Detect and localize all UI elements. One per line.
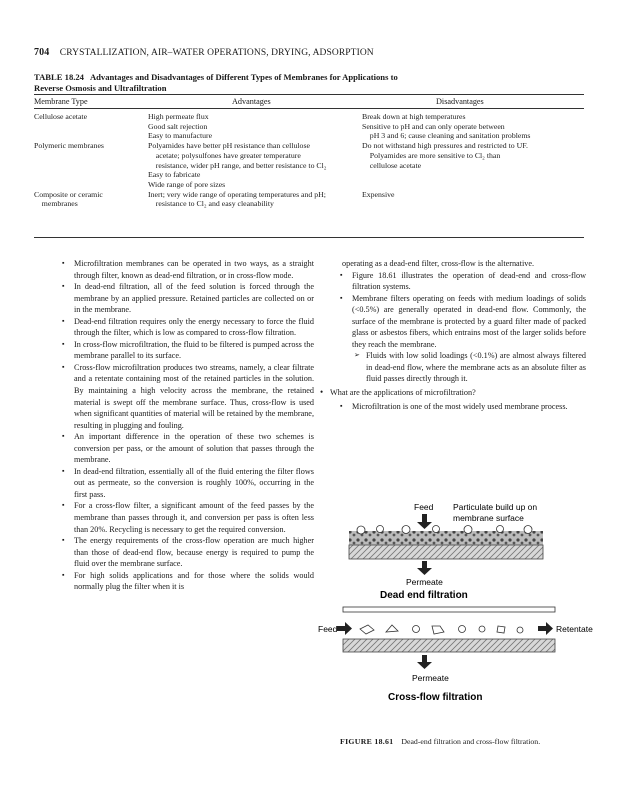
dead-end-diagram: [349, 502, 543, 601]
running-title: CRYSTALLIZATION, AIR–WATER OPERATIONS, DRYING, ADSORPTION: [59, 48, 374, 58]
cross-feed-arrow-icon: [337, 622, 352, 635]
table-cell-disadvantages: Break down at high temperatures: [362, 112, 466, 121]
table-cell-type: Cellulose acetate: [34, 112, 88, 121]
table-cell-advantages: resistance to Cl₂ and easy cleanability: [148, 199, 274, 209]
table-cell-advantages: Inert; very wide range of operating temperatures and pH;: [148, 189, 326, 199]
list-item: ▪ Microfiltration is one of the most widely used membrane process.: [340, 401, 586, 413]
list-item: ▪ Figure 18.61 illustrates the operation of dead-end and cross-flow filtration systems.: [340, 270, 586, 293]
page-number: 704: [34, 47, 50, 58]
table-header-rule: [34, 108, 584, 109]
table-cell-advantages: Good salt rejection: [148, 121, 208, 131]
figure-caption: [340, 737, 540, 746]
table-bottom-rule: [34, 237, 584, 238]
table-cell-disadvantages: cellulose acetate: [362, 160, 422, 170]
dead-end-title: Dead end filtration: [380, 590, 468, 601]
continuation-text: operating as a dead-end filter, cross-flow is the alternative.: [342, 259, 535, 268]
table-cell-advantages: acetate; polysulfones have greater temperature: [148, 150, 301, 160]
left-column: [42, 258, 314, 593]
cross-permeate-label: Permeate: [412, 673, 449, 683]
table-caption: [34, 72, 594, 93]
particulate-cake: [349, 526, 543, 546]
sub-list-item: ➢ Fluids with low solid loadings (<0.1%) are almost always filtered in dead-end flow, where the membrane acts as an absolute filter as fluid passes directly through it.: [354, 350, 586, 385]
table-cell-advantages: resistance, wider pH range, and better resistance to Cl₂: [148, 160, 327, 170]
feed-label: Feed: [414, 502, 434, 512]
table-cell-disadvantages: pH 3 and 6; cause cleaning and sanitation problems: [362, 131, 531, 141]
figure-caption-label: FIGURE 18.61: [340, 737, 394, 746]
table-cell-advantages: Polyamides have better pH resistance than cellulose: [148, 141, 310, 151]
table-cell-advantages: Wide range of pore sizes: [148, 179, 226, 189]
dead-end-membrane: [349, 545, 543, 559]
cross-flow-diagram: [318, 607, 593, 703]
filtration-figure: [316, 498, 593, 718]
permeate-arrow-icon: [417, 561, 432, 575]
table-cell-type: Composite or ceramic: [34, 189, 103, 199]
cross-feed-label: Feed: [318, 624, 338, 634]
list-item: ▪ An important difference in the operation of these two schemes is conversion per pass, or the amount of solution that passes through the membrane.: [62, 431, 314, 466]
table-cell-advantages: Easy to fabricate: [148, 170, 201, 180]
particulate-label-1: Particulate build up on: [453, 502, 538, 512]
table-header-disadvantages: Disadvantages: [436, 97, 484, 106]
retentate-label: Retentate: [556, 624, 593, 634]
cross-flow-membrane: [343, 639, 555, 652]
list-item: ▪ For high solids applications and for those where the solids would normally plug the filter when it is: [62, 570, 314, 593]
retentate-arrow-icon: [538, 622, 553, 635]
particulate-label-2: membrane surface: [453, 513, 524, 523]
cross-flow-top-wall: [343, 607, 555, 612]
table-top-rule: [34, 94, 584, 95]
table-caption-line-1: TABLE 18.24 Advantages and Disadvantages of Different Types of Membranes for Applications to: [34, 72, 398, 82]
table-cell-type: Polymeric membranes: [34, 141, 104, 151]
table-header-type: Membrane Type: [34, 97, 88, 106]
table-caption-line-2: Reverse Osmosis and Ultrafiltration: [34, 82, 167, 93]
list-item: ▪ The energy requirements of the cross-flow operation are much higher than those of dead-end flow, because energy is required to pump the fluid over the membrane surface.: [62, 535, 314, 570]
list-item: ▪ Membrane filters operating on feeds with medium loadings of solids (<0.5%) are generally operated in dead-end flow. Commonly, the surface of the membrane is protected by a guard filter made of packed glass or asbestos fibers, which entrains most of the larger solids before they reach the membrane.: [340, 293, 586, 351]
permeate-label: Permeate: [406, 577, 443, 587]
table-cell-disadvantages: Sensitive to pH and can only operate between: [362, 121, 505, 131]
figure-caption-text: Dead-end filtration and cross-flow filtration.: [401, 737, 541, 746]
right-column: [320, 258, 586, 412]
list-item: ▪ In cross-flow microfiltration, the fluid to be filtered is pumped across the membrane parallel to its surface.: [62, 339, 314, 362]
table-header-advantages: Advantages: [232, 97, 271, 106]
list-item: ▪ In dead-end filtration, essentially all of the fluid entering the filter flows out as permeate, so the conversion is roughly 100%, occurring in the first pass.: [62, 466, 314, 501]
table-cell-disadvantages: Polyamides are more sensitive to Cl₂ than: [362, 150, 501, 160]
list-item: ▪ Dead-end filtration requires only the energy necessary to force the fluid through the filter, which is low as compared to cross-flow filtration.: [62, 316, 314, 339]
list-item: ▪ Cross-flow microfiltration produces two streams, namely, a clear filtrate and a retentate containing most of the retained particles in the solution. By maintaining a high velocity across the membrane, the retained material is swept off the membrane surface. Thus, cross-flow is used when significant quantities of material will be retained by the membrane, resulting in plugging and fouling.: [62, 362, 314, 431]
flowing-particles: [360, 625, 523, 634]
question-item: • What are the applications of microfiltration?: [320, 387, 586, 399]
table-cell-advantages: High permeate flux: [148, 112, 209, 121]
cross-permeate-arrow-icon: [417, 655, 432, 669]
table-cell-disadvantages: Expensive: [362, 189, 395, 199]
cross-flow-title: Cross-flow filtration: [388, 692, 483, 703]
list-item: ▪ In dead-end filtration, all of the feed solution is forced through the membrane by an applied pressure. Retained particles are collected on or in the membrane.: [62, 281, 314, 316]
feed-arrow-icon: [417, 514, 432, 529]
table-cell-advantages: Easy to manufacture: [148, 131, 213, 141]
table-cell-type: membranes: [34, 199, 78, 209]
list-item: ▪ For a cross-flow filter, a significant amount of the feed passes by the membrane than passes through it, and conversion per pass is often less than 20%. Recycling is necessary to get the required conversion.: [62, 500, 314, 535]
list-item: ▪ Microfiltration membranes can be operated in two ways, as a straight through filter, known as dead-end filtration, or in cross-flow mode.: [62, 258, 314, 281]
table-cell-disadvantages: Do not withstand high pressures and restricted to UF.: [362, 141, 528, 151]
running-header: [34, 47, 374, 58]
